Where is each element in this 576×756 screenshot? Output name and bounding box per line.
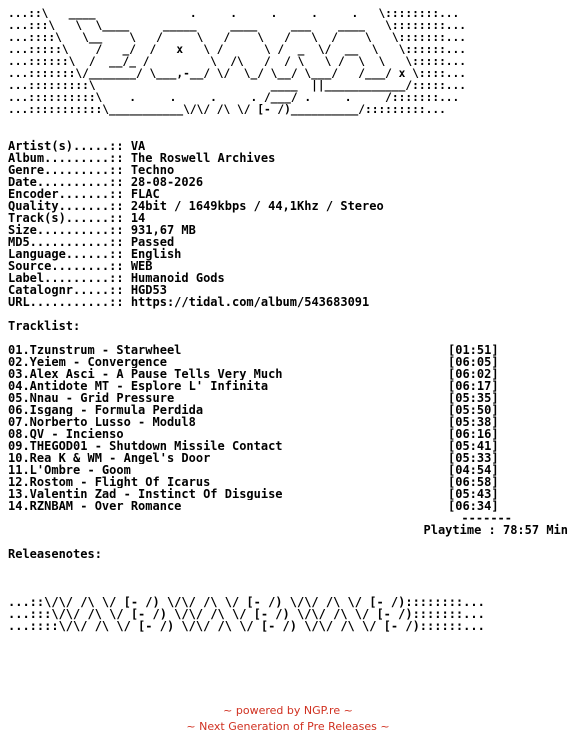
track-duration: [05:41] [448,439,499,453]
track-duration: [06:16] [448,427,499,441]
track-title: 01.Tzunstrum - Starwheel [8,344,182,356]
logo-line: ...:::::::::\ ____ ||____________/:::::... [8,79,467,92]
track-title: 07.Norberto Lusso - Modul8 [8,416,196,428]
track-duration: [05:33] [448,451,499,465]
info-value: 14 [130,211,146,225]
bottom-art-line: ...::::\/\/ /\ \/ [- /) \/\/ /\ \/ [- /) \/\/ /\ \/ [- /)::::::... [8,619,485,633]
track-duration: [05:43] [448,487,499,501]
track-duration: [06:02] [448,367,499,381]
info-value: Passed [130,235,175,249]
logo-line: ...:::::::::::\___________\/\/ /\ \/ [- /)__________/:::::::::... [8,103,446,116]
logo-line: ...::\ ____ . . . . . \::::::::... [8,7,460,20]
logo-line: ...::::\ \__ \ / \ / \ / \ / \ \:::::::... [8,31,467,44]
track-duration: [05:50] [448,403,499,417]
info-value: https://tidal.com/album/543683091 [130,295,370,309]
info-value: FLAC [130,187,160,201]
track-duration: [05:38] [448,415,499,429]
track-title: 12.Rostom - Flight Of Icarus [8,476,211,488]
info-label: Label.........:: [8,271,124,285]
info-label: Date..........:: [8,175,124,189]
info-value: 24bit / 1649kbps / 44,1Khz / Stereo [130,199,384,213]
info-value: 28-08-2026 [130,175,204,189]
bottom-art-line: ...::\/\/ /\ \/ [- /) \/\/ /\ \/ [- /) \/\/ /\ \/ [- /)::::::::... [8,595,485,609]
info-label: Quality.......:: [8,199,124,213]
track-duration: [06:34] [448,499,499,513]
info-value: VA [130,139,146,153]
info-value: HGD53 [130,283,167,297]
logo-line: ...::::::::::\ . . . . /___/ . . /:::::::... [8,91,460,104]
track-title: 13.Valentin Zad - Instinct Of Disguise [8,488,283,500]
track-title: 06.Isgang - Formula Perdida [8,404,204,416]
track-duration: [04:54] [448,463,499,477]
info-value: Techno [130,163,175,177]
ascii-logo [8,8,568,116]
track-title: 05.Nnau - Grid Pressure [8,392,175,404]
playtime-divider: ------- [461,511,512,525]
info-label: Encoder.......:: [8,187,124,201]
track-title: 14.RZNBAM - Over Romance [8,500,182,512]
info-label: MD5...........:: [8,235,124,249]
release-info [8,140,568,308]
tracklist [8,344,568,512]
track-title: 02.Yeiem - Convergence [8,356,167,368]
info-value: The Roswell Archives [130,151,276,165]
track-title: 08.QV - Incienso [8,428,124,440]
info-value: 931,67 MB [130,223,196,237]
releasenotes-heading: Releasenotes: [8,547,102,561]
info-label: Artist(s).....:: [8,139,124,153]
info-label: Language......:: [8,247,124,261]
bottom-art-line: ...:::\/\/ /\ \/ [- /) \/\/ /\ \/ [- /) \/\/ /\ \/ [- /):::::::... [8,607,485,621]
info-label: Album.........:: [8,151,124,165]
info-label: URL...........:: [8,295,124,309]
track-duration: [06:17] [448,379,499,393]
track-title: 09.THEGOD01 - Shutdown Missile Contact [8,440,283,452]
track-duration: [06:05] [448,355,499,369]
info-value: English [130,247,182,261]
track-title: 10.Rea K & WM - Angel's Door [8,452,211,464]
info-label: Catalognr.....:: [8,283,124,297]
track-title: 04.Antidote MT - Esplore L' Infinita [8,380,269,392]
track-title: 11.L'Ombre - Goom [8,464,131,476]
info-label: Source........:: [8,259,124,273]
logo-line: ...:::::\ / _/ / x \ / \ / _ \/ __ \ \::::::... [8,43,467,56]
track-duration: [06:58] [448,475,499,489]
info-label: Genre.........:: [8,163,124,177]
info-value: Humanoid Gods [130,271,225,285]
footer-powered-by: ~ powered by NGP.re ~ [223,704,353,717]
info-label: Size..........:: [8,223,124,237]
track-duration: [01:51] [448,343,499,357]
footer-tagline: ~ Next Generation of Pre Releases ~ [186,720,390,733]
info-row[interactable] [8,296,568,308]
tracklist-heading: Tracklist: [8,319,81,333]
info-value: WEB [130,259,153,273]
playtime: Playtime : 78:57 Min [423,523,568,537]
logo-line: ...:::\ \ \____ _____ ____ ___ ____ \::::::::... [8,19,467,32]
info-label: Track(s)......:: [8,211,124,225]
nfo-document [8,8,568,632]
track-title: 03.Alex Asci - A Pause Tells Very Much [8,368,283,380]
logo-line: ...::::::\ / __/_ / \ /\ / / \ \ / \ \ \:::::... [8,55,467,68]
bottom-art [8,596,568,632]
track-duration: [05:35] [448,391,499,405]
logo-line: ...:::::::\/_______/ \___,-__/ \/ \_/ \__/ \___/ /___/ x \::::... [8,67,467,80]
